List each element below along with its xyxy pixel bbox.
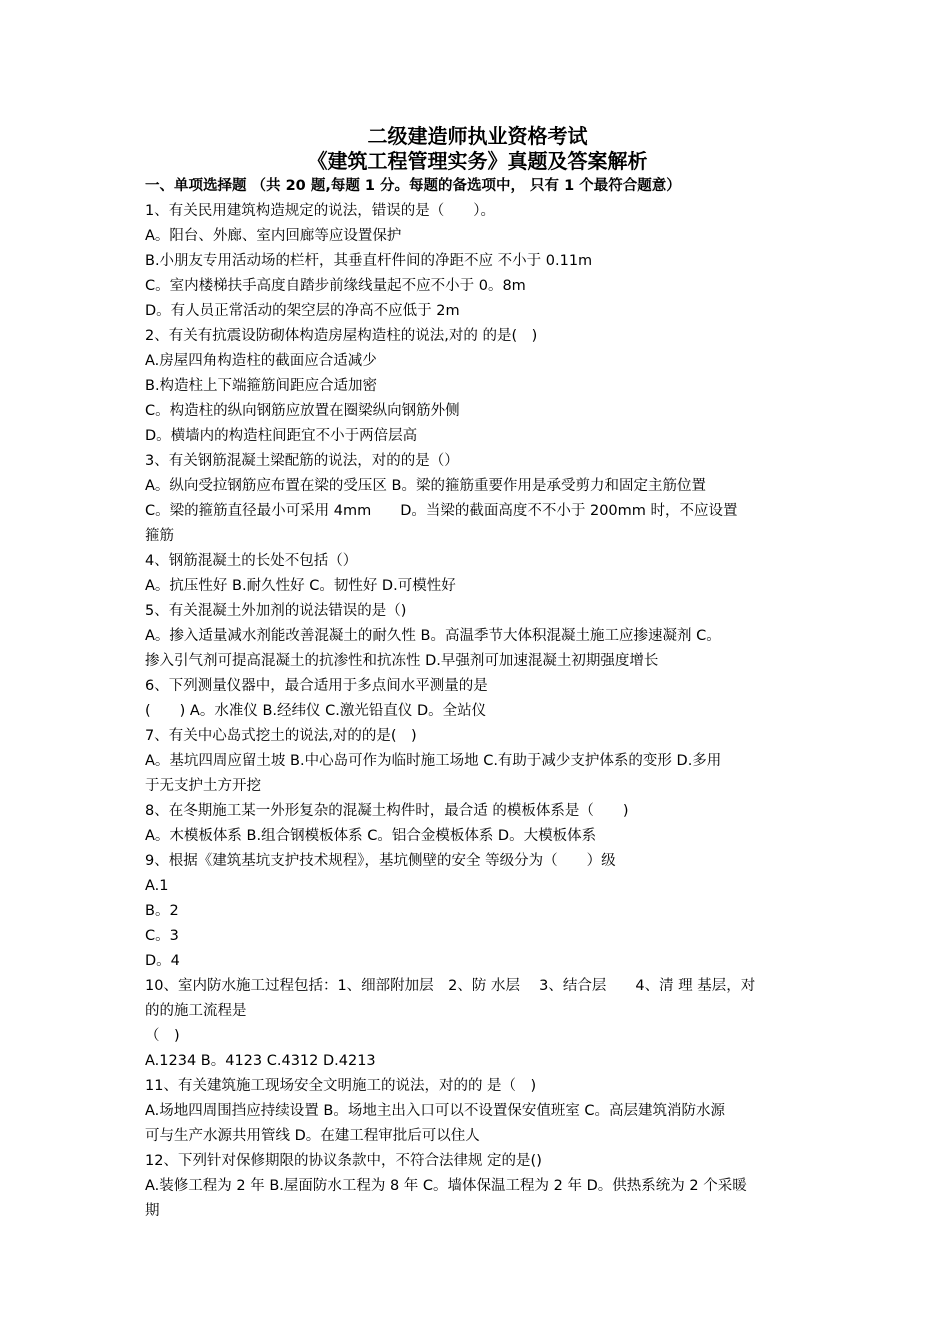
text-line: ( ) A。水准仪 B.经纬仪 C.激光铅直仪 D。全站仪: [145, 703, 487, 719]
text-line: 8、在冬期施工某一外形复杂的混凝土构件时，最合适 的模板体系是（ ): [145, 803, 629, 819]
text-line: C。梁的箍筋直径最小可采用 4mm D。当梁的截面高度不不小于 200mm 时，不应设置: [145, 503, 738, 519]
section-heading: 一、单项选择题 （共 20 题,每题 1 分。每题的备选项中， 只有 1 个最符合题意）: [145, 178, 681, 194]
text-line: B.小朋友专用活动场的栏杆，其垂直杆件间的净距不应 不小于 0.11m: [145, 253, 593, 269]
text-line: 10、室内防水施工过程包括：1、细部附加层 2、防 水层 3、结合层 4、清 理 基层，对: [145, 978, 756, 994]
text-line: 掺入引气剂可提高混凝土的抗渗性和抗冻性 D.早强剂可加速混凝土初期强度增长: [145, 653, 659, 669]
text-line: 9、根据《建筑基坑支护技术规程》，基坑侧壁的安全 等级分为（ ）级: [145, 853, 616, 869]
document-title-line-2: 《建筑工程管理实务》真题及答案解析: [307, 149, 648, 173]
text-line: A.装修工程为 2 年 B.屋面防水工程为 8 年 C。墙体保温工程为 2 年 D。供热系统为 2 个采暖: [145, 1178, 747, 1194]
text-line: 于无支护土方开挖: [145, 778, 261, 794]
text-line: 的的施工流程是: [145, 1003, 247, 1019]
text-line: C。3: [145, 928, 179, 944]
text-line: 5、有关混凝土外加剂的说法错误的是（): [145, 603, 407, 619]
text-line: A。阳台、外廊、室内回廊等应设置保护: [145, 228, 402, 244]
text-line: A.房屋四角构造柱的截面应合适减少: [145, 353, 377, 369]
text-line: 箍筋: [145, 528, 174, 544]
text-line: C。构造柱的纵向钢筋应放置在圈梁纵向钢筋外侧: [145, 403, 460, 419]
text-line: 12、下列针对保修期限的协议条款中，不符合法律规 定的是(): [145, 1153, 542, 1169]
text-line: D。有人员正常活动的架空层的净高不应低于 2m: [145, 303, 460, 319]
text-line: B.构造柱上下端箍筋间距应合适加密: [145, 378, 378, 394]
text-line: A.1234 B。4123 C.4312 D.4213: [145, 1053, 376, 1069]
text-line: A。木模板体系 B.组合钢模板体系 C。铝合金模板体系 D。大模板体系: [145, 828, 597, 844]
text-line: 可与生产水源共用管线 D。在建工程审批后可以住人: [145, 1128, 480, 1144]
document-content: [145, 124, 810, 1224]
text-line: 4、钢筋混凝土的长处不包括（）: [145, 553, 358, 569]
text-line: D。4: [145, 953, 180, 969]
document-title-line-1: 二级建造师执业资格考试: [367, 124, 588, 148]
text-line: 期: [145, 1203, 160, 1219]
text-line: A。纵向受拉钢筋应布置在梁的受压区 B。梁的箍筋重要作用是承受剪力和固定主筋位置: [145, 478, 706, 494]
text-line: D。横墙内的构造柱间距宜不小于两倍层高: [145, 428, 418, 444]
text-line: 7、有关中心岛式挖土的说法,对的的是( ): [145, 728, 417, 744]
text-line: A。抗压性好 B.耐久性好 C。韧性好 D.可模性好: [145, 578, 456, 594]
text-line: A。掺入适量减水剂能改善混凝土的耐久性 B。高温季节大体积混凝土施工应掺速凝剂 C。: [145, 628, 721, 644]
text-line: A.1: [145, 878, 169, 894]
text-line: 2、有关有抗震设防砌体构造房屋构造柱的说法,对的 的是( ): [145, 328, 538, 344]
text-line: B。2: [145, 903, 179, 919]
text-line: C。室内楼梯扶手高度自踏步前缘线量起不应不小于 0。8m: [145, 278, 526, 294]
text-line: 6、下列测量仪器中，最合适用于多点间水平测量的是: [145, 678, 488, 694]
text-line: （ ): [145, 1028, 180, 1044]
text-line: 11、有关建筑施工现场安全文明施工的说法，对的的 是（ ): [145, 1078, 537, 1094]
text-line: 3、有关钢筋混凝土梁配筋的说法，对的的是（）: [145, 453, 459, 469]
text-line: A。基坑四周应留土坡 B.中心岛可作为临时施工场地 C.有助于减少支护体系的变形 D.多用: [145, 753, 722, 769]
text-line: A.场地四周围挡应持续设置 B。场地主出入口可以不设置保安值班室 C。高层建筑消防水源: [145, 1103, 726, 1119]
text-line: 1、有关民用建筑构造规定的说法，错误的是（ ）。: [145, 203, 495, 219]
